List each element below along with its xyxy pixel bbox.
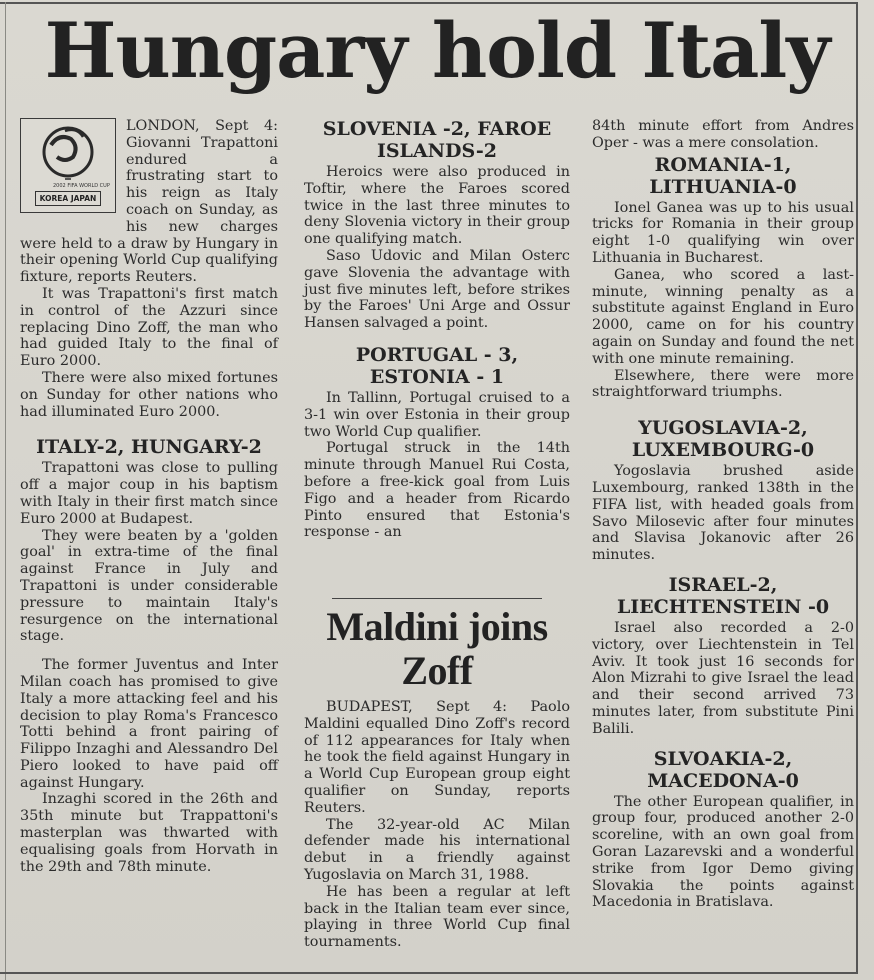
paragraph: He has been a regular at left back in the Italian team ever since, playing in three World Cup final tournaments. [304,883,570,951]
svg-text:2002 FIFA WORLD CUP: 2002 FIFA WORLD CUP [53,183,110,189]
main-headline: Hungary hold Italy [44,6,830,95]
paragraph: 84th minute effort from Andres Oper - was a mere consolation. [592,118,854,151]
paragraph: The former Juventus and Inter Milan coach has promised to give Italy a more attacking feel and his decision to play Roma's Francesco Totti behind a front pairing of Filippo Inzaghi and Alessandro Del Piero looked to have paid off against Hungary. [20,657,278,791]
paragraph: They were beaten by a 'golden goal' in extra-time of the final against France in July and Trapattoni is under considerable pressure to maintain Italy's resurgence on the international stage. [20,527,278,645]
paragraph: Yogoslavia brushed aside Luxembourg, ranked 138th in the FIFA list, with headed goals from Savo Milosevic after four minutes and Slavisa Jokanovic after 26 minutes. [592,463,854,564]
paragraph: The other European qualifier, in group four, produced another 2-0 scoreline, with an own goal from Goran Lazarevski and a wonderful strike from Igor Demo giving Slovakia the points against Macedonia in Bratislava. [592,793,854,911]
paragraph: Saso Udovic and Milan Osterc gave Slovenia the advantage with just five minutes left, before strikes by the Faroes' Uni Arge and Ossur Hansen salvaged a point. [304,247,570,332]
paragraph: Inzaghi scored in the 26th and 35th minute but Trappattoni's masterplan was thwarted with equalising goals from Horvath in the 29th and 78th minute. [20,791,278,875]
subhead-slovenia-faroe: SLOVENIA -2, FAROE ISLANDS-2 [322,118,552,162]
subhead-slovakia-macedonia: SLVOAKIA-2, MACEDONA-0 [647,747,799,792]
world-cup-logo [20,118,116,213]
paragraph: LONDON, Sept 4: Giovanni Trapattoni endured a frustrating start to his reign as Italy coach on Sunday, as his new charges were held to a draw by Hungary in their opening World Cup qualifying fixture, reports Reuters. [20,118,278,286]
subhead-italy-hungary: ITALY-2, HUNGARY-2 [36,436,262,459]
subhead-romania-lithuania: ROMANIA-1, LITHUANIA-0 [649,153,797,198]
paragraph: Trapattoni was close to pulling off a major coup in his baptism with Italy in their first match since Euro 2000 at Budapest. [20,460,278,527]
column-2 [304,118,570,541]
bottom-rule [0,972,858,974]
maldini-headline: Maldini joins Zoff [326,604,548,693]
paragraph: Elsewhere, there were more straightforward triumphs. [592,367,854,401]
left-rule [5,2,6,980]
paragraph: BUDAPEST, Sept 4: Paolo Maldini equalled Dino Zoff's record of 112 appearances for Italy when he took the field against Hungary in a World Cup European group eight qualifier on Sunday, reports Reuters. [304,699,570,816]
paragraph: Ionel Ganea was up to his usual tricks for Romania in their group eight 1-0 qualifying win over Lithuania in Bucharest. [592,199,854,266]
paragraph: It was Trapattoni's first match in control of the Azzuri since replacing Dino Zoff, the man who had guided Italy to the final of Euro 2000. [20,285,278,370]
paragraph: Israel also recorded a 2-0 victory, over Liechtenstein in Tel Aviv. It took just 16 seconds for Alon Mizrahi to give Israel the lead and their second arrived 73 minutes later, from substitute Pini Balili. [592,619,854,737]
subhead-portugal-estonia: PORTUGAL - 3, ESTONIA - 1 [355,343,519,388]
paragraph: There were also mixed fortunes on Sunday for other nations who had illuminated Euro 2000. [20,369,278,420]
right-rule [856,2,858,972]
paragraph: Heroics were also produced in Toftir, where the Faroes scored twice in the last three minutes to deny Slovenia victory in their group one qualifying match. [304,164,570,248]
subhead-yugoslavia-luxembourg: YUGOSLAVIA-2, LUXEMBOURG-0 [631,417,815,462]
paragraph: Ganea, who scored a last-minute, winning penalty as a substitute against England in Euro 2000, came on for his country again on Sunday and found the net with one minute remaining. [592,266,854,367]
maldini-story [304,598,570,951]
column-1 [20,118,278,875]
column-3 [592,118,854,911]
story-divider [332,598,542,599]
subhead-israel-liechtenstein: ISRAEL-2, LIECHTENSTEIN -0 [616,573,830,618]
paragraph: The 32-year-old AC Milan defender made his international debut in a friendly against Yugoslavia on March 31, 1988. [304,816,570,883]
paragraph: In Tallinn, Portugal cruised to a 3-1 win over Estonia in their group two World Cup qualifier. [304,389,570,440]
paragraph: Portugal struck in the 14th minute through Manuel Rui Costa, before a free-kick goal from Luis Figo and a header from Ricardo Pinto ensured that Estonia's response - an [304,440,570,541]
logo-label: KOREA JAPAN [35,191,101,206]
maldini-body [304,699,570,951]
